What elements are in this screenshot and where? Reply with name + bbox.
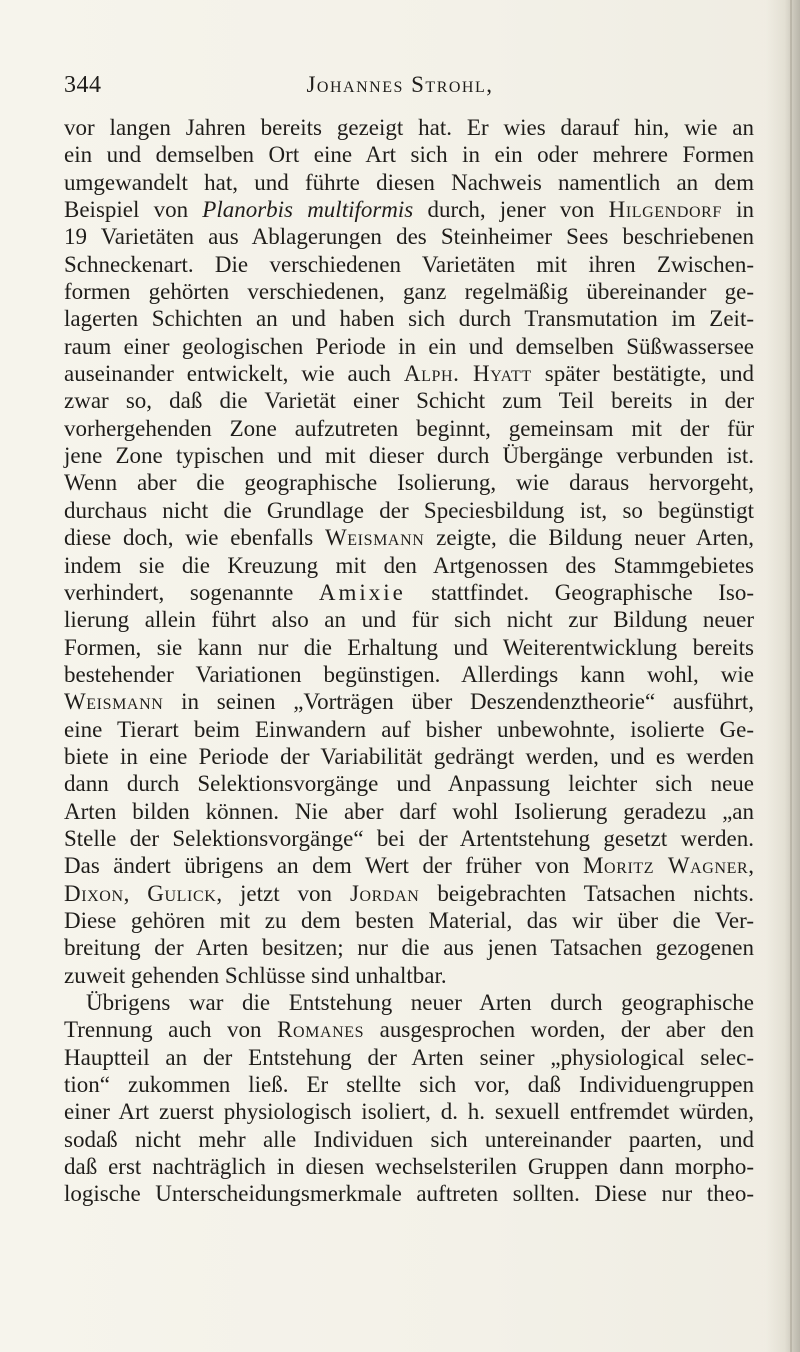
- text-line: [64, 825, 754, 852]
- text-run: biete in eine Periode der Variabilität gedrängt werden, und es werden: [64, 743, 754, 769]
- text-run: einer Art zuerst physiologisch isoliert, d. h. sexuell entfremdet würden,: [64, 1099, 754, 1125]
- text-run: vorhergehenden Zone aufzutreten beginnt, gemeinsam mit der für: [64, 415, 754, 441]
- text-line: [64, 360, 754, 387]
- author-name: Hilgendorf: [608, 197, 722, 223]
- author-name: Moritz Wagner: [583, 853, 749, 879]
- author-name: Alph. Hyatt: [403, 361, 532, 387]
- text-line: [64, 524, 754, 551]
- text-line: [64, 934, 754, 961]
- page-edge-shadow: [766, 0, 800, 1352]
- text-line: [64, 579, 754, 606]
- text-line: [64, 387, 754, 414]
- text-line: [64, 634, 754, 661]
- text-run: ,: [123, 880, 148, 906]
- text-line: [64, 606, 754, 633]
- text-run: später bestätigte, und: [531, 361, 754, 387]
- text-line: [64, 141, 754, 168]
- text-line: [64, 223, 754, 250]
- text-run: stattfindet. Geographische Iso-: [405, 579, 754, 605]
- text-run: jene Zone typischen und mit dieser durch Übergänge verbunden ist.: [64, 443, 754, 469]
- text-run: Wenn aber die geographische Isolierung, wie daraus hervorgeht,: [64, 470, 754, 496]
- text-run: daß erst nachträglich in diesen wechselsterilen Gruppen dann morpho-: [64, 1154, 754, 1180]
- text-line: [64, 1044, 754, 1071]
- text-run: Formen, sie kann nur die Erhaltung und Weiterentwicklung bereits: [64, 634, 754, 660]
- text-run: indem sie die Kreuzung mit den Artgenossen des Stammgebietes: [64, 552, 754, 578]
- text-line: [64, 333, 754, 360]
- text-run: Stelle der Selektionsvorgänge“ bei der Artentstehung gesetzt werden.: [64, 825, 754, 851]
- text-line: [64, 497, 754, 524]
- text-run: lagerten Schichten an und haben sich durch Transmutation im Zeit-: [64, 306, 754, 332]
- text-line: [64, 278, 754, 305]
- text-run: zeigte, die Bildung neuer Arten,: [424, 525, 754, 551]
- text-run: lierung allein führt also an und für sich nicht zur Bildung neuer: [64, 607, 754, 633]
- text-run: Das ändert übrigens an dem Wert der früher von: [64, 853, 583, 879]
- text-run: in seinen „Vorträgen über Deszendenztheorie“ ausführt,: [163, 689, 754, 715]
- page-number: 344: [64, 72, 102, 98]
- text-line: [64, 305, 754, 332]
- text-line: [64, 880, 754, 907]
- text-run: beigebrachten Tatsachen nichts.: [419, 880, 755, 906]
- text-line: [64, 469, 754, 496]
- text-run: Diese gehören mit zu dem besten Material, das wir über die Ver-: [64, 907, 754, 933]
- text-run: eine Tierart beim Einwandern auf bisher unbewohnte, isolierte Ge-: [64, 716, 754, 742]
- text-line: [64, 1126, 754, 1153]
- text-line: [64, 251, 754, 278]
- text-run: durch, jener von: [413, 197, 609, 223]
- text-line: [64, 852, 754, 879]
- page-edge-line: [790, 0, 792, 1352]
- author-name: Weismann: [324, 525, 425, 551]
- text-run: bestehender Variationen begünstigen. Allerdings kann wohl, wie: [64, 661, 754, 687]
- text-line: [64, 989, 754, 1016]
- text-run: sodaß nicht mehr alle Individuen sich untereinander paarten, und: [64, 1126, 754, 1152]
- text-run: vor langen Jahren bereits gezeigt hat. Er wies darauf hin, wie an: [64, 115, 754, 140]
- text-line: [64, 907, 754, 934]
- text-run: 19 Varietäten aus Ablagerungen des Steinheimer Sees beschriebenen: [64, 224, 754, 250]
- running-head: Johannes Strohl,: [306, 72, 494, 97]
- text-line: [64, 1016, 754, 1043]
- text-run: Übrigens war die Entstehung neuer Arten durch geographische: [86, 990, 754, 1015]
- page-header: [0, 62, 800, 102]
- text-run: durchaus nicht die Grundlage der Speciesbildung ist, so begünstigt: [64, 497, 754, 523]
- text-run: umgewandelt hat, und führte diesen Nachweis namentlich an dem: [64, 169, 754, 195]
- text-run: ,: [748, 853, 755, 879]
- text-run: diese doch, wie ebenfalls: [64, 525, 325, 551]
- text-line: [64, 688, 754, 715]
- text-run: , jetzt von: [216, 880, 350, 906]
- text-line: [64, 716, 754, 743]
- text-line: [64, 196, 754, 223]
- text-line: [64, 661, 754, 688]
- text-line: [64, 743, 754, 770]
- text-line: [64, 1153, 754, 1180]
- text-line: [64, 415, 754, 442]
- text-run: logische Unterscheidungsmerkmale auftreten sollten. Diese nur theo-: [64, 1181, 754, 1207]
- species-name: Planorbis multiformis: [202, 197, 414, 223]
- author-name: Jordan: [349, 880, 420, 906]
- author-name: Weismann: [64, 689, 164, 715]
- author-name: Romanes: [277, 1017, 365, 1043]
- text-line: [64, 770, 754, 797]
- body-text: [64, 114, 754, 1208]
- text-run: tion“ zukommen ließ. Er stellte sich vor, daß Individuengruppen: [64, 1072, 754, 1098]
- text-run: auseinander entwickelt, wie auch: [64, 361, 404, 387]
- text-run: raum einer geologischen Periode in ein und demselben Süßwassersee: [64, 333, 754, 359]
- text-run: formen gehörten verschiedenen, ganz regelmäßig übereinander ge-: [64, 279, 754, 305]
- text-run: Trennung auch von: [64, 1017, 278, 1043]
- text-run: verhindert, sogenannte: [64, 579, 319, 605]
- text-run: zuweit gehenden Schlüsse sind unhaltbar.: [64, 962, 447, 988]
- text-line: [64, 552, 754, 579]
- text-run: Hauptteil an der Entstehung der Arten seiner „physiological selec-: [64, 1044, 754, 1070]
- text-line: [64, 1180, 754, 1207]
- text-run: in: [721, 197, 754, 223]
- spaced-term: Amixie: [318, 579, 406, 605]
- author-name: Dixon: [64, 880, 124, 906]
- text-run: Beispiel von: [64, 197, 203, 223]
- text-run: zwar so, daß die Varietät einer Schicht zum Teil bereits in der: [64, 388, 754, 414]
- text-line: [64, 114, 754, 141]
- text-line: [64, 1071, 754, 1098]
- text-run: Arten bilden können. Nie aber darf wohl Isolierung geradezu „an: [64, 798, 754, 824]
- author-name: Gulick: [147, 880, 217, 906]
- text-run: Schneckenart. Die verschiedenen Varietäten mit ihren Zwischen-: [64, 251, 754, 277]
- text-run: ein und demselben Ort eine Art sich in ein oder mehrere Formen: [64, 142, 754, 168]
- text-line: [64, 1098, 754, 1125]
- text-line: [64, 798, 754, 825]
- text-line: [64, 442, 754, 469]
- text-run: dann durch Selektionsvorgänge und Anpassung leichter sich neue: [64, 771, 754, 797]
- text-line: [64, 962, 754, 989]
- text-run: breitung der Arten besitzen; nur die aus jenen Tatsachen gezogenen: [64, 935, 754, 961]
- text-run: ausgesprochen worden, der aber den: [364, 1017, 754, 1043]
- text-line: [64, 169, 754, 196]
